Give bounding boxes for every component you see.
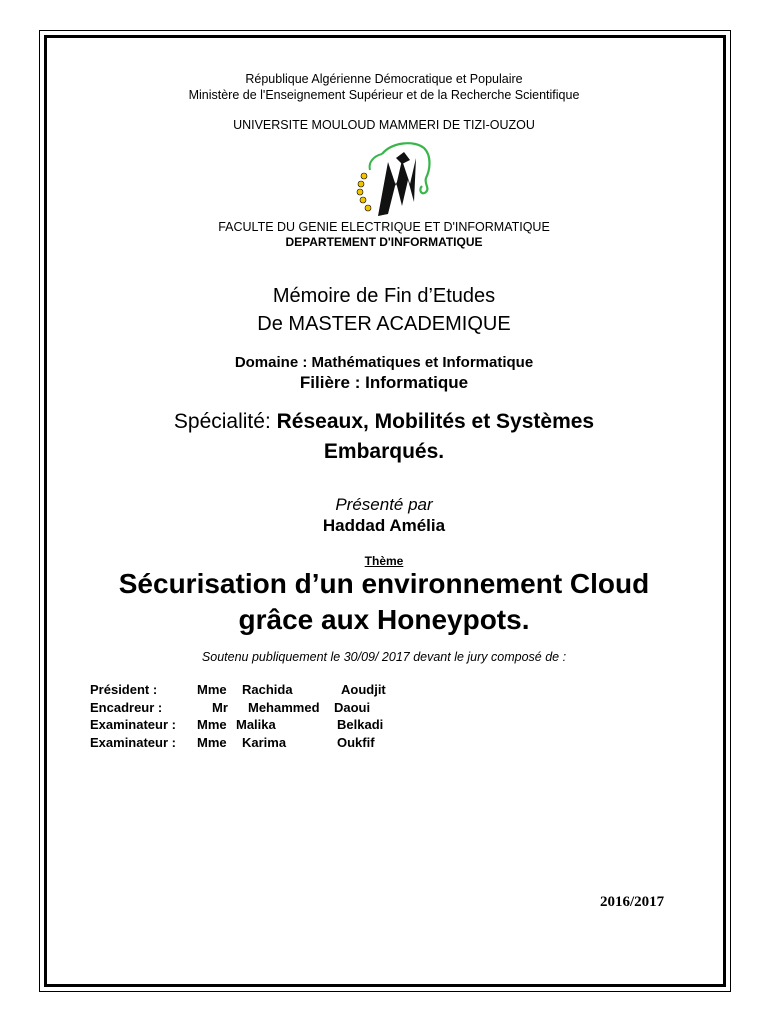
republic-line: République Algérienne Démocratique et Populaire [245,72,523,86]
memoir-title-line2: De MASTER ACADEMIQUE [257,313,511,335]
domain-line: Domaine : Mathématiques et Informatique [234,354,534,371]
thesis-title-line2: grâce aux Honeypots. [238,604,530,635]
jury-role: Président : [90,682,158,697]
jury-role: Examinateur : [90,734,176,750]
jury-last-name: Belkadi [337,717,384,732]
speciality-value-line2: Embarqués. [323,440,445,463]
faculty-name: FACULTE DU GENIE ELECTRIQUE ET D'INFORMATIQUE [218,220,550,234]
department-name: DEPARTEMENT D'INFORMATIQUE [285,235,483,249]
jury-title: Mr [212,699,228,715]
jury-first-name: Rachida [242,682,293,697]
speciality-label: Spécialité: [173,410,271,433]
jury-title: Mme [197,682,227,697]
memoir-title-line1: Mémoire de Fin d’Etudes [272,285,496,307]
speciality-line [0,410,768,434]
jury-last-name: Oukfif [337,734,375,750]
jury-title: Mme [197,717,227,732]
jury-row [90,734,490,752]
jury-role: Examinateur : [90,717,176,732]
university-logo-icon [352,140,436,222]
speciality-value: Réseaux, Mobilités et Systèmes [276,410,595,433]
jury-row [90,699,490,717]
theme-label: Thème [364,554,404,568]
presented-by-label: Présenté par [335,495,433,514]
jury-role: Encadreur : [90,699,163,715]
jury-first-name: Malika [236,717,276,732]
filiere-line: Filière : Informatique [299,373,469,392]
jury-last-name: Daoui [334,699,371,715]
jury-first-name: Mehammed [248,699,320,715]
jury-title: Mme [197,734,227,750]
thesis-title-line1: Sécurisation d’un environnement Cloud [118,568,650,599]
university-line: UNIVERSITE MOULOUD MAMMERI DE TIZI-OUZOU [233,118,535,132]
jury-row [90,716,490,734]
jury-last-name: Aoudjit [341,682,386,697]
jury-first-name: Karima [242,734,287,750]
defense-statement: Soutenu publiquement le 30/09/ 2017 devant le jury composé de : [201,650,567,664]
ministry-line: Ministère de l'Enseignement Supérieur et de la Recherche Scientifique [188,88,580,102]
academic-year: 2016/2017 [600,894,665,910]
jury-list [90,681,490,751]
author-name: Haddad Amélia [322,516,446,535]
jury-row [90,681,490,699]
